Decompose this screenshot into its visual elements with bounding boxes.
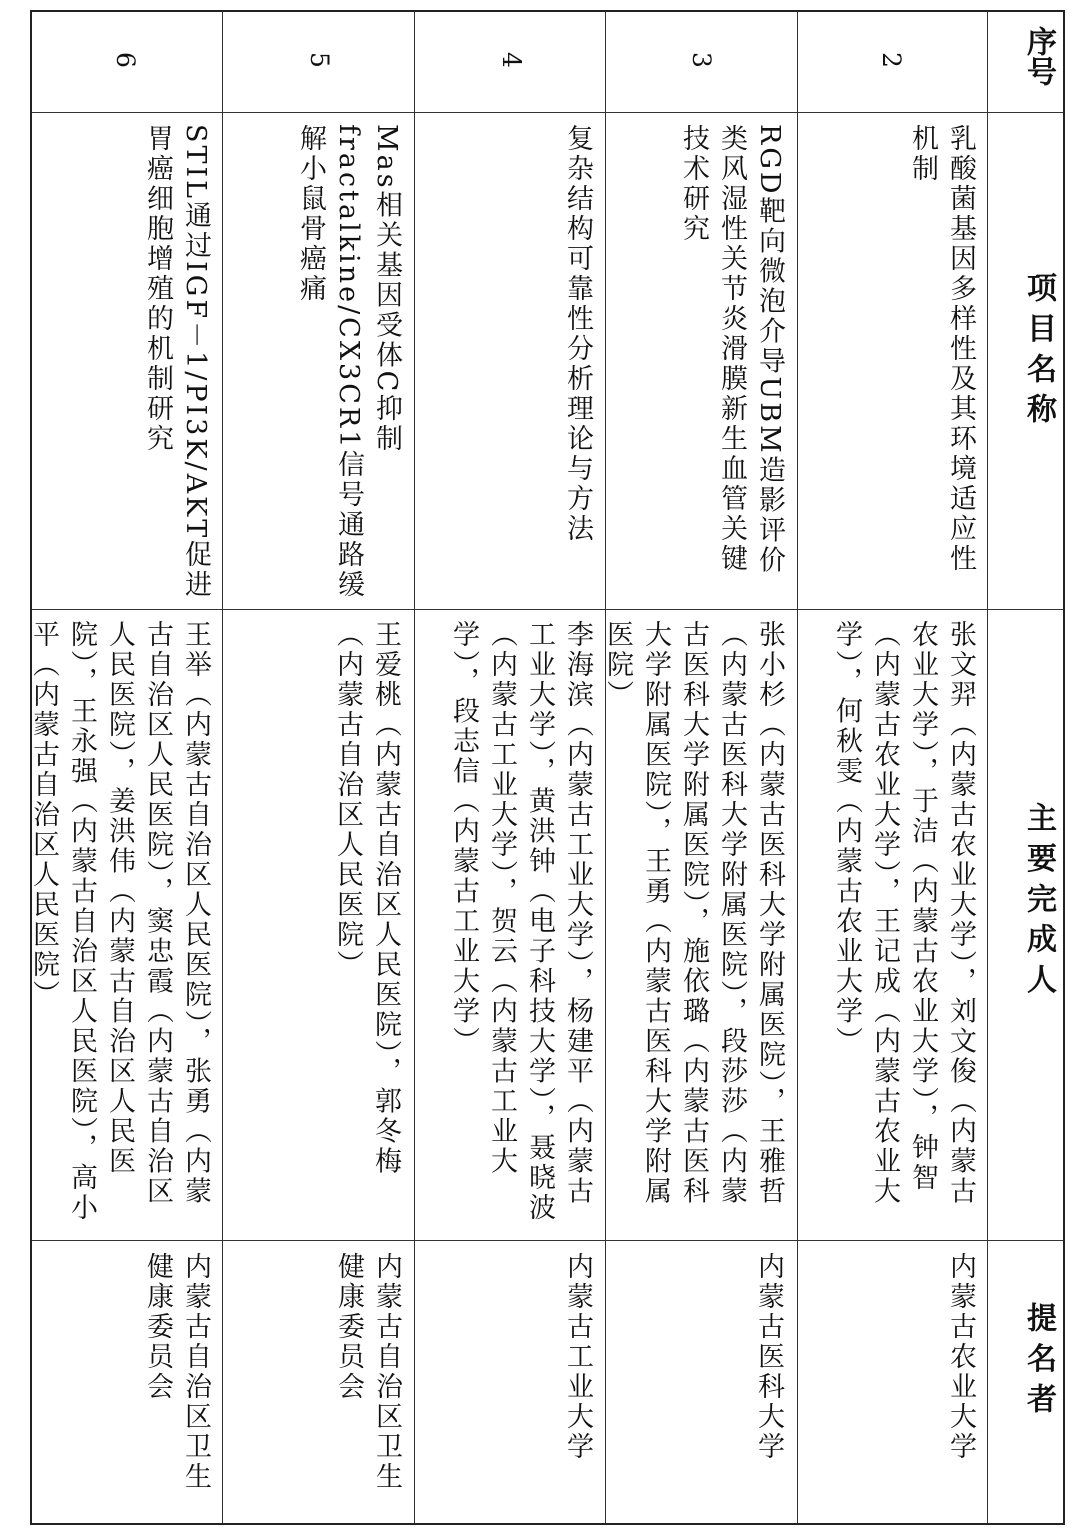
- field-divider: [32, 1240, 1063, 1241]
- row-project: 复杂结构可靠性分析理论与方法: [562, 124, 593, 544]
- row-people: 王爱桃（内蒙古自治区人民医院），郭冬梅（内蒙古自治区人民医院）: [332, 620, 401, 1177]
- row-nominator: 内蒙古医科大学: [753, 1252, 784, 1462]
- field-divider: [32, 112, 1063, 113]
- row-people: 张文羿（内蒙古农业大学），刘文俊（内蒙古农业大学），于洁（内蒙古农业大学），钟智（内蒙古农业大学），王记成（内蒙古农业大学），何秋雯（内蒙古农业大学）: [831, 620, 976, 1207]
- row-people: 李海滨（内蒙古工业大学），杨建平（内蒙古工业大学），黄洪钟（电子科技大学），聂晓波（内蒙古工业大学），贺云（内蒙古工业大学），段志信（内蒙古工业大学）: [448, 620, 593, 1223]
- column-divider: [414, 12, 415, 1523]
- header-seq: 序号: [1021, 26, 1056, 86]
- column-divider: [605, 12, 606, 1523]
- header-project: 项 目 名 称: [1021, 272, 1056, 424]
- row-seq: 2: [877, 52, 906, 71]
- row-nominator: 内蒙古自治区卫生健康委员会: [142, 1252, 211, 1492]
- column-divider: [222, 12, 223, 1523]
- row-seq: 4: [497, 52, 526, 71]
- row-project: 乳酸菌基因多样性及其环境适应性机制: [907, 124, 976, 574]
- row-people: 王举（内蒙古自治区人民医院），张勇（内蒙古自治区人民医院），窦忠霞（内蒙古自治区人民医院），姜洪伟（内蒙古自治区人民医院），王永强（内蒙古自治区人民医院），高小平（内蒙古自治区人民医院）: [28, 620, 211, 1223]
- row-project: Mas相关基因受体C抑制fractalkine/CX3CR1信号通路缓解小鼠骨癌痛: [295, 124, 402, 601]
- header-people: 主 要 完 成 人: [1021, 802, 1056, 994]
- row-project: RGD靶向微泡介导UBM造影评价类风湿性关节炎滑膜新生血管关键技术研究: [678, 124, 785, 576]
- row-seq: 6: [111, 52, 140, 71]
- header-nominator: 提 名 者: [1021, 1302, 1056, 1413]
- row-seq: 3: [687, 52, 716, 71]
- row-seq: 5: [305, 52, 334, 71]
- row-people: 张小杉（内蒙古医科大学附属医院），王雅哲（内蒙古医科大学附属医院），段莎莎（内蒙古医科大学附属医院），施依璐（内蒙古医科大学附属医院），王勇（内蒙古医科大学附属医院）: [602, 620, 785, 1207]
- row-nominator: 内蒙古工业大学: [562, 1252, 593, 1462]
- field-divider: [32, 609, 1063, 610]
- award-table: [30, 10, 1065, 1525]
- column-divider: [987, 12, 988, 1523]
- row-project: STIL通过IGF－1/PI3K/AKT促进胃癌细胞增殖的机制研究: [142, 124, 211, 601]
- row-nominator: 内蒙古自治区卫生健康委员会: [333, 1252, 402, 1492]
- column-divider: [797, 12, 798, 1523]
- row-nominator: 内蒙古农业大学: [945, 1252, 976, 1462]
